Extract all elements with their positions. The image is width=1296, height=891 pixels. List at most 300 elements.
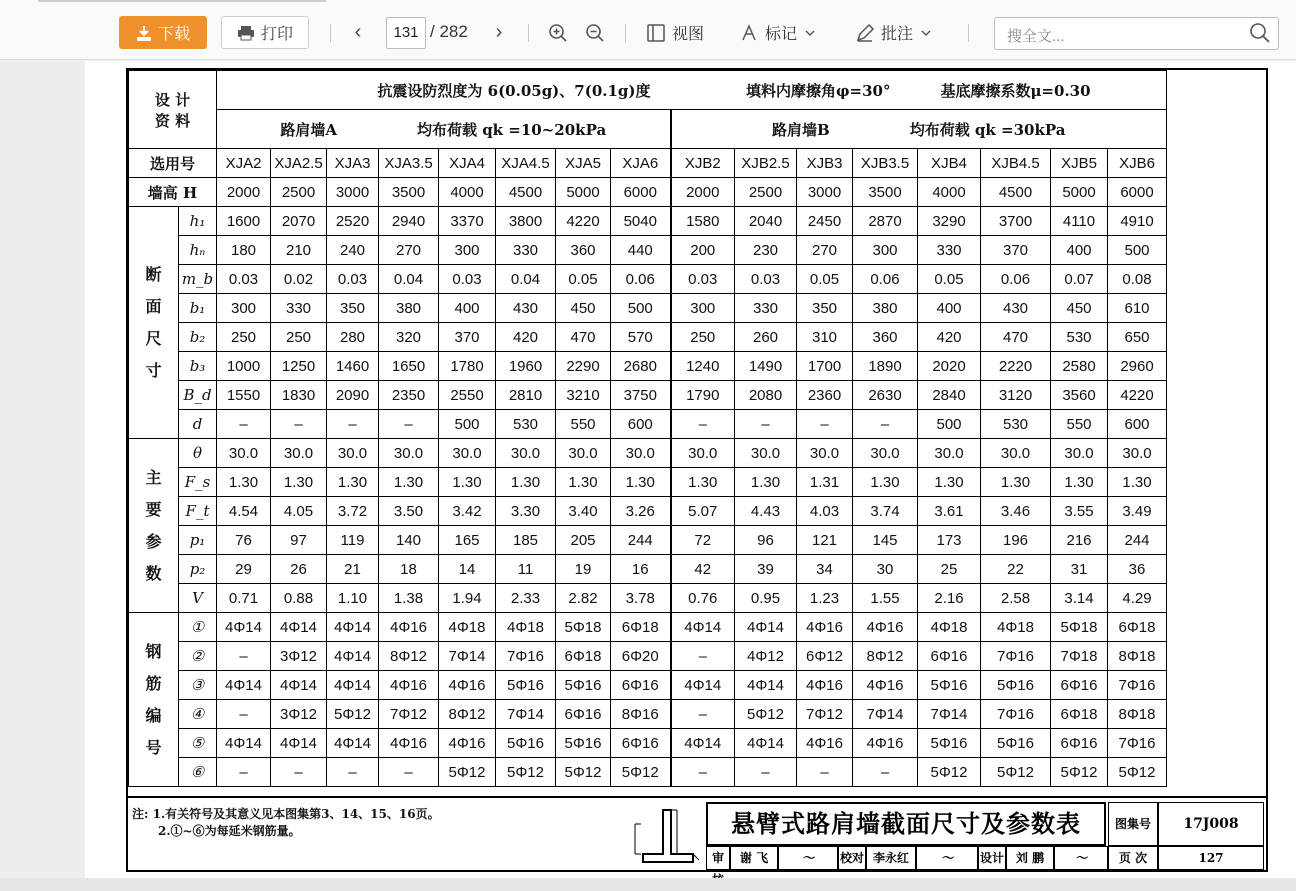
table-cell: 1490 [735, 352, 797, 381]
table-cell: 310 [797, 323, 853, 352]
printer-icon [237, 25, 255, 41]
table-cell: 25 [918, 555, 981, 584]
table-cell: 6Φ20 [611, 642, 671, 671]
wall-b-label: 路肩墙B [772, 120, 830, 139]
table-cell: 4Φ16 [379, 613, 439, 642]
table-cell: – [217, 700, 271, 729]
table-cell: 5Φ16 [981, 671, 1051, 700]
symbol-cell: B_d [179, 381, 217, 410]
table-cell: 0.05 [797, 265, 853, 294]
pen-icon [855, 23, 875, 43]
table-cell: 230 [735, 236, 797, 265]
table-cell: 1.30 [496, 468, 556, 497]
table-cell: 0.03 [671, 265, 735, 294]
table-cell: 30.0 [327, 439, 379, 468]
symbol-cell: θ [179, 439, 217, 468]
table-cell: 400 [1051, 236, 1108, 265]
search-input[interactable] [994, 17, 1279, 50]
separator [528, 24, 529, 42]
table-cell: 4Φ16 [853, 729, 918, 758]
symbol-cell: ⑤ [179, 729, 217, 758]
table-cell: 5Φ16 [981, 729, 1051, 758]
table-cell: 185 [496, 526, 556, 555]
table-cell: 3.78 [611, 584, 671, 613]
table-cell: 4Φ14 [671, 671, 735, 700]
table-cell: XJA6 [611, 149, 671, 178]
table-cell: 610 [1108, 294, 1167, 323]
table-cell: 6Φ18 [1051, 700, 1108, 729]
table-cell: 4Φ14 [217, 671, 271, 700]
table-cell: 3500 [379, 178, 439, 207]
seismic-header: 抗震设防烈度为 6(0.05g)、7(0.1g)度 [217, 71, 671, 110]
group-params [129, 439, 179, 613]
table-cell: 22 [981, 555, 1051, 584]
download-button[interactable] [119, 16, 207, 49]
tab-strip-edge [38, 0, 326, 2]
table-cell: 2450 [797, 207, 853, 236]
table-cell: 2080 [735, 381, 797, 410]
table-cell: 0.08 [1108, 265, 1167, 294]
table-row [129, 439, 1167, 468]
base-friction: 基底摩擦系数μ=0.30 [940, 81, 1091, 100]
zoom-out-icon [585, 23, 605, 43]
table-cell: 72 [671, 526, 735, 555]
model-row-label: 选用号 [129, 149, 217, 178]
table-cell: 3700 [981, 207, 1051, 236]
table-row [129, 729, 1167, 758]
table-cell: XJA2.5 [271, 149, 327, 178]
soil-header [671, 71, 1167, 110]
separator [625, 24, 626, 42]
table-cell: 250 [271, 323, 327, 352]
table-cell: 196 [981, 526, 1051, 555]
table-cell: XJB4 [918, 149, 981, 178]
symbol-cell: b₁ [179, 294, 217, 323]
table-cell: 2580 [1051, 352, 1108, 381]
table-cell: – [271, 410, 327, 439]
table-cell: 500 [611, 294, 671, 323]
table-cell: 0.71 [217, 584, 271, 613]
table-cell: 6Φ16 [1051, 729, 1108, 758]
wall-section-drawing [633, 804, 703, 868]
table-cell: 1.30 [217, 468, 271, 497]
table-cell: 2000 [217, 178, 271, 207]
table-cell: 5.07 [671, 497, 735, 526]
table-cell: XJA5 [556, 149, 611, 178]
table-cell: 530 [981, 410, 1051, 439]
table-cell: 5Φ12 [981, 758, 1051, 787]
table-cell: – [735, 410, 797, 439]
table-cell: 280 [327, 323, 379, 352]
header-row [129, 71, 1167, 110]
table-cell: 5000 [1051, 178, 1108, 207]
table-cell: 2070 [271, 207, 327, 236]
table-cell: 1890 [853, 352, 918, 381]
table-cell: 7Φ12 [379, 700, 439, 729]
symbol-cell: m_b [179, 265, 217, 294]
table-cell: 4220 [556, 207, 611, 236]
table-row [129, 613, 1167, 642]
table-cell: 42 [671, 555, 735, 584]
table-cell: 360 [853, 323, 918, 352]
zoom-out-button[interactable] [583, 16, 607, 49]
zoom-in-button[interactable] [546, 16, 570, 49]
table-cell: 2940 [379, 207, 439, 236]
table-cell: 2040 [735, 207, 797, 236]
table-cell: 2550 [439, 381, 496, 410]
table-cell: 7Φ14 [918, 700, 981, 729]
print-button[interactable] [221, 16, 309, 49]
table-cell: 440 [611, 236, 671, 265]
table-cell: 0.06 [611, 265, 671, 294]
table-cell: 0.06 [981, 265, 1051, 294]
table-row [129, 671, 1167, 700]
table-cell: 3.50 [379, 497, 439, 526]
table-cell: 450 [556, 294, 611, 323]
table-cell: 1.10 [327, 584, 379, 613]
table-cell: 3.40 [556, 497, 611, 526]
table-row [129, 323, 1167, 352]
group-rebar [129, 613, 179, 787]
table-row [129, 410, 1167, 439]
annotate-label: 批注 [881, 26, 914, 43]
table-cell: 2500 [735, 178, 797, 207]
table-cell: 2350 [379, 381, 439, 410]
table-cell: 4Φ16 [797, 729, 853, 758]
table-cell: 5Φ18 [1051, 613, 1108, 642]
table-cell: 1.30 [556, 468, 611, 497]
table-cell: 26 [271, 555, 327, 584]
table-cell: 4Φ14 [327, 671, 379, 700]
table-cell: 550 [1051, 410, 1108, 439]
table-cell: – [853, 410, 918, 439]
table-cell: 2290 [556, 352, 611, 381]
table-cell: 6Φ16 [1051, 671, 1108, 700]
symbol-cell: ⑥ [179, 758, 217, 787]
table-cell: 18 [379, 555, 439, 584]
table-cell: 30.0 [981, 439, 1051, 468]
page-number-input[interactable]: 131 [386, 17, 426, 49]
table-cell: 5Φ12 [327, 700, 379, 729]
table-cell: 0.88 [271, 584, 327, 613]
table-cell: XJA4 [439, 149, 496, 178]
table-cell: 4910 [1108, 207, 1167, 236]
table-cell: 4Φ16 [853, 671, 918, 700]
table-row [129, 700, 1167, 729]
symbol-cell: p₂ [179, 555, 217, 584]
table-cell: 3.55 [1051, 497, 1108, 526]
table-cell: 240 [327, 236, 379, 265]
symbol-cell: d [179, 410, 217, 439]
table-cell: – [671, 758, 735, 787]
model-row [129, 149, 1167, 178]
table-cell: 5Φ12 [1051, 758, 1108, 787]
table-cell: 5Φ16 [496, 671, 556, 700]
table-cell: 260 [735, 323, 797, 352]
table-cell: 4110 [1051, 207, 1108, 236]
table-cell: 7Φ16 [1108, 671, 1167, 700]
table-cell: 1240 [671, 352, 735, 381]
table-cell: 2000 [671, 178, 735, 207]
table-cell: 0.02 [271, 265, 327, 294]
table-cell: 5Φ12 [1108, 758, 1167, 787]
table-cell: 216 [1051, 526, 1108, 555]
table-cell: 6Φ16 [918, 642, 981, 671]
table-cell: 7Φ16 [1108, 729, 1167, 758]
table-cell: 3.74 [853, 497, 918, 526]
note-2: 2.①~⑥为每延米钢筋量。 [158, 824, 301, 838]
symbol-cell: F_s [179, 468, 217, 497]
check-label: 校对 [838, 846, 866, 870]
table-cell: 3500 [853, 178, 918, 207]
table-cell: 3Φ12 [271, 642, 327, 671]
table-row [129, 555, 1167, 584]
search-placeholder: 搜全文... [1007, 28, 1065, 45]
table-cell: 4Φ16 [797, 671, 853, 700]
table-cell: 300 [439, 236, 496, 265]
table-cell: 0.95 [735, 584, 797, 613]
table-cell: 2.58 [981, 584, 1051, 613]
table-row [129, 294, 1167, 323]
table-row [129, 265, 1167, 294]
table-cell: – [671, 700, 735, 729]
table-cell: 550 [556, 410, 611, 439]
table-cell: 173 [918, 526, 981, 555]
table-cell: 244 [611, 526, 671, 555]
table-row [129, 758, 1167, 787]
table-cell: 4Φ18 [918, 613, 981, 642]
table-cell: 2.33 [496, 584, 556, 613]
table-cell: 5Φ16 [556, 729, 611, 758]
table-cell: 2520 [327, 207, 379, 236]
table-cell: 2.82 [556, 584, 611, 613]
table-cell: 4Φ14 [671, 613, 735, 642]
review-label: 审 [706, 846, 730, 870]
table-cell: 1.30 [1108, 468, 1167, 497]
checker-signature: 〜 [916, 846, 978, 870]
separator [968, 24, 969, 42]
table-cell: 250 [217, 323, 271, 352]
table-cell: 19 [556, 555, 611, 584]
table-cell: 119 [327, 526, 379, 555]
table-cell: 5Φ16 [918, 729, 981, 758]
next-page-button[interactable] [487, 16, 511, 49]
table-cell: – [271, 758, 327, 787]
download-icon [136, 25, 152, 41]
table-cell: 330 [271, 294, 327, 323]
table-cell: 3.61 [918, 497, 981, 526]
header-row [129, 110, 1167, 149]
table-cell: 4Φ14 [735, 613, 797, 642]
table-cell: 3.46 [981, 497, 1051, 526]
table-cell: 30.0 [496, 439, 556, 468]
table-cell: 1.30 [853, 468, 918, 497]
table-cell: 420 [918, 323, 981, 352]
table-cell: 1550 [217, 381, 271, 410]
table-cell: 4Φ14 [327, 729, 379, 758]
table-cell: 1.94 [439, 584, 496, 613]
table-cell: XJB6 [1108, 149, 1167, 178]
symbol-cell: V [179, 584, 217, 613]
symbol-cell: h₁ [179, 207, 217, 236]
table-cell: 21 [327, 555, 379, 584]
table-cell: XJB2 [671, 149, 735, 178]
table-cell: 4000 [439, 178, 496, 207]
table-cell: 530 [1051, 323, 1108, 352]
table-cell: 1250 [271, 352, 327, 381]
table-cell: 1.30 [1051, 468, 1108, 497]
table-cell: 0.05 [556, 265, 611, 294]
table-cell: 330 [496, 236, 556, 265]
table-cell: 400 [439, 294, 496, 323]
table-cell: XJA3.5 [379, 149, 439, 178]
chevron-down-icon [803, 26, 817, 40]
table-cell: 30.0 [271, 439, 327, 468]
table-cell: – [671, 642, 735, 671]
table-cell: 7Φ16 [981, 700, 1051, 729]
table-cell: 1.23 [797, 584, 853, 613]
table-cell: 30.0 [439, 439, 496, 468]
table-cell: – [217, 642, 271, 671]
table-cell: 7Φ16 [981, 642, 1051, 671]
table-cell: 5Φ12 [918, 758, 981, 787]
table-cell: 4000 [918, 178, 981, 207]
table-cell: 30 [853, 555, 918, 584]
table-cell: 7Φ14 [439, 642, 496, 671]
table-cell: 6000 [611, 178, 671, 207]
table-cell: 4Φ14 [271, 613, 327, 642]
symbol-cell: ① [179, 613, 217, 642]
annotate-menu[interactable] [855, 16, 933, 49]
view-icon [646, 23, 666, 43]
table-cell: 400 [918, 294, 981, 323]
wall-b-header [671, 110, 1167, 149]
table-cell: 380 [853, 294, 918, 323]
table-row [129, 352, 1167, 381]
table-cell: 4.54 [217, 497, 271, 526]
table-cell: 2810 [496, 381, 556, 410]
table-cell: 4Φ16 [439, 729, 496, 758]
table-cell: 1700 [797, 352, 853, 381]
table-cell: 530 [496, 410, 556, 439]
table-cell: 30.0 [1108, 439, 1167, 468]
table-cell: 420 [496, 323, 556, 352]
group-params-text: 主要参数 [145, 467, 162, 583]
search-icon[interactable] [1248, 21, 1272, 45]
table-cell: XJB3 [797, 149, 853, 178]
table-row [129, 381, 1167, 410]
table-cell: 16 [611, 555, 671, 584]
table-cell: 500 [918, 410, 981, 439]
sheet-title: 悬臂式路肩墙截面尺寸及参数表 [706, 802, 1106, 846]
table-cell: 121 [797, 526, 853, 555]
prev-page-button[interactable] [346, 16, 370, 49]
table-cell: 4Φ14 [735, 729, 797, 758]
table-cell: 1.30 [671, 468, 735, 497]
table-cell: 8Φ12 [853, 642, 918, 671]
table-cell: 4.43 [735, 497, 797, 526]
symbol-cell: p₁ [179, 526, 217, 555]
height-row-label: 墙高 H [129, 178, 217, 207]
group-section [129, 207, 179, 439]
table-cell: 1650 [379, 352, 439, 381]
table-cell: 7Φ14 [853, 700, 918, 729]
height-row [129, 178, 1167, 207]
table-cell: 6Φ12 [797, 642, 853, 671]
table-cell: 7Φ16 [496, 642, 556, 671]
table-cell: 210 [271, 236, 327, 265]
table-cell: 5040 [611, 207, 671, 236]
table-cell: 3290 [918, 207, 981, 236]
view-menu[interactable] [646, 16, 704, 49]
table-cell: 0.03 [327, 265, 379, 294]
table-cell: 8Φ12 [439, 700, 496, 729]
table-cell: 31 [1051, 555, 1108, 584]
table-cell: XJB5 [1051, 149, 1108, 178]
table-cell: 570 [611, 323, 671, 352]
table-cell: 4.29 [1108, 584, 1167, 613]
table-cell: 5Φ16 [556, 671, 611, 700]
table-cell: 430 [981, 294, 1051, 323]
table-cell: 30.0 [217, 439, 271, 468]
table-cell: 5000 [556, 178, 611, 207]
table-cell: – [327, 410, 379, 439]
table-cell: 3.26 [611, 497, 671, 526]
table-cell: XJB4.5 [981, 149, 1051, 178]
table-cell: – [217, 410, 271, 439]
table-cell: 3560 [1051, 381, 1108, 410]
table-cell: 5Φ18 [556, 613, 611, 642]
table-cell: 3800 [496, 207, 556, 236]
left-gutter [0, 61, 85, 891]
table-cell: 6Φ16 [611, 671, 671, 700]
table-cell: 1.30 [379, 468, 439, 497]
table-cell: 6Φ16 [611, 729, 671, 758]
table-cell: 1600 [217, 207, 271, 236]
table-cell: 4.05 [271, 497, 327, 526]
table-cell: 4Φ14 [217, 613, 271, 642]
table-cell: 3.42 [439, 497, 496, 526]
table-cell: 2840 [918, 381, 981, 410]
table-cell: 2960 [1108, 352, 1167, 381]
table-cell: 350 [327, 294, 379, 323]
table-cell: 380 [379, 294, 439, 323]
table-cell: 4Φ14 [327, 613, 379, 642]
table-cell: 3.72 [327, 497, 379, 526]
group-section-text: 断面尺寸 [145, 264, 162, 380]
table-cell: 2220 [981, 352, 1051, 381]
separator [330, 24, 331, 42]
table-cell: – [797, 410, 853, 439]
table-cell: 600 [1108, 410, 1167, 439]
table-cell: 2.16 [918, 584, 981, 613]
viewer-toolbar [0, 0, 1296, 60]
table-cell: – [379, 410, 439, 439]
load-a-label: 均布荷载 qk =10~20kPa [416, 120, 607, 139]
table-cell: 14 [439, 555, 496, 584]
table-cell: 30.0 [735, 439, 797, 468]
table-cell: 3210 [556, 381, 611, 410]
table-cell: 2870 [853, 207, 918, 236]
table-row [129, 642, 1167, 671]
mark-menu[interactable] [739, 16, 817, 49]
page-total: / 282 [430, 22, 468, 41]
table-cell: 1.30 [271, 468, 327, 497]
table-cell: 0.76 [671, 584, 735, 613]
table-cell: 300 [217, 294, 271, 323]
zoom-in-icon [548, 23, 568, 43]
table-cell: 650 [1108, 323, 1167, 352]
